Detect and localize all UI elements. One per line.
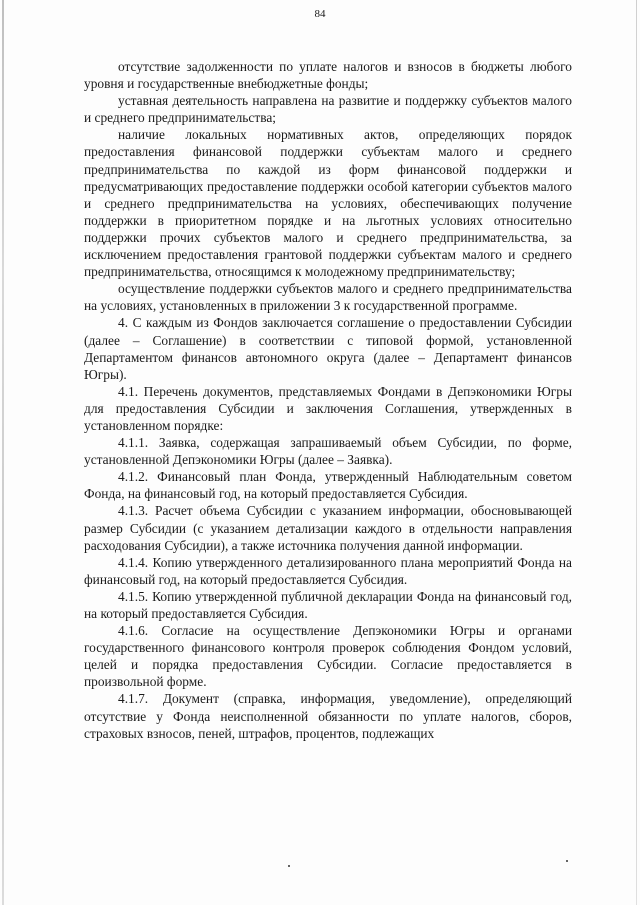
- page-number: 84: [314, 8, 326, 20]
- paragraph-clause-4: 4. С каждым из Фондов заключается соглашение о предоставлении Субсидии (далее – Соглашение) в соответствии с типовой формой, установленной Департаментом финансов автономного округа (далее – Департамент финансов Югры).: [84, 315, 572, 382]
- paragraph-clause-4-1-6: 4.1.6. Согласие на осуществление Депэкономики Югры и органами государственного финансового контроля проверок соблюдения Фондом условий, целей и порядка предоставления Субсидии. Согласие предоставляется в произвольной форме.: [84, 623, 572, 690]
- paragraph-clause-4-1-4: 4.1.4. Копию утвержденного детализированного плана мероприятий Фонда на финансовый год, на который предоставляется Субсидия.: [84, 554, 572, 587]
- paragraph-support-conditions: осуществление поддержки субъектов малого и среднего предпринимательства на условиях, установленных в приложении 3 к государственной программе.: [84, 281, 572, 314]
- paragraph-statutory-activity: уставная деятельность направлена на развитие и поддержку субъектов малого и среднего предпринимательства;: [84, 93, 572, 126]
- paragraph-clause-4-1-3: 4.1.3. Расчет объема Субсидии с указанием информации, обосновывающей размер Субсидии (с указанием детализации каждого в отдельности направления расходования Субсидии), а также источника получения данной информации.: [84, 503, 572, 553]
- scan-edge-left: [2, 0, 4, 905]
- paragraph-clause-4-1-7: 4.1.7. Документ (справка, информация, уведомление), определяющий отсутствие у Фонда неисполненной обязанности по уплате налогов, сборов, страховых взносов, пеней, штрафов, процентов, подлежащих: [84, 691, 572, 741]
- paragraph-debt-absence: отсутствие задолженности по уплате налогов и взносов в бюджеты любого уровня и государственные внебюджетные фонды;: [84, 59, 572, 92]
- paragraph-clause-4-1-1: 4.1.1. Заявка, содержащая запрашиваемый объем Субсидии, по форме, установленной Депэкономики Югры (далее – Заявка).: [84, 435, 572, 468]
- scan-speck: [566, 860, 568, 862]
- paragraph-clause-4-1-2: 4.1.2. Финансовый план Фонда, утвержденный Наблюдательным советом Фонда, на финансовый год, на который предоставляется Субсидия.: [84, 469, 572, 502]
- scan-edge-right: [636, 0, 637, 905]
- paragraph-clause-4-1: 4.1. Перечень документов, представляемых Фондами в Депэкономики Югры для предоставления Субсидии и заключения Соглашения, утвержденных в установленном порядке:: [84, 383, 572, 433]
- scan-speck: [288, 865, 290, 867]
- document-body: [84, 58, 572, 742]
- paragraph-local-acts: наличие локальных нормативных актов, определяющих порядок предоставления финансовой поддержки субъектам малого и среднего предпринимательства по каждой из форм финансовой поддержки и предусматривающих предоставление поддержки особой категории субъектов малого и среднего предпринимательства на условиях, обеспечивающих получение поддержки в приоритетном порядке и на льготных условиях относительно поддержки прочих субъектов малого и среднего предпринимательства, за исключением предоставления грантовой поддержки субъектам малого и среднего предпринимательства, относящимся к молодежному предпринимательству;: [84, 127, 572, 280]
- paragraph-clause-4-1-5: 4.1.5. Копию утвержденной публичной декларации Фонда на финансовый год, на который предоставляется Субсидия.: [84, 588, 572, 621]
